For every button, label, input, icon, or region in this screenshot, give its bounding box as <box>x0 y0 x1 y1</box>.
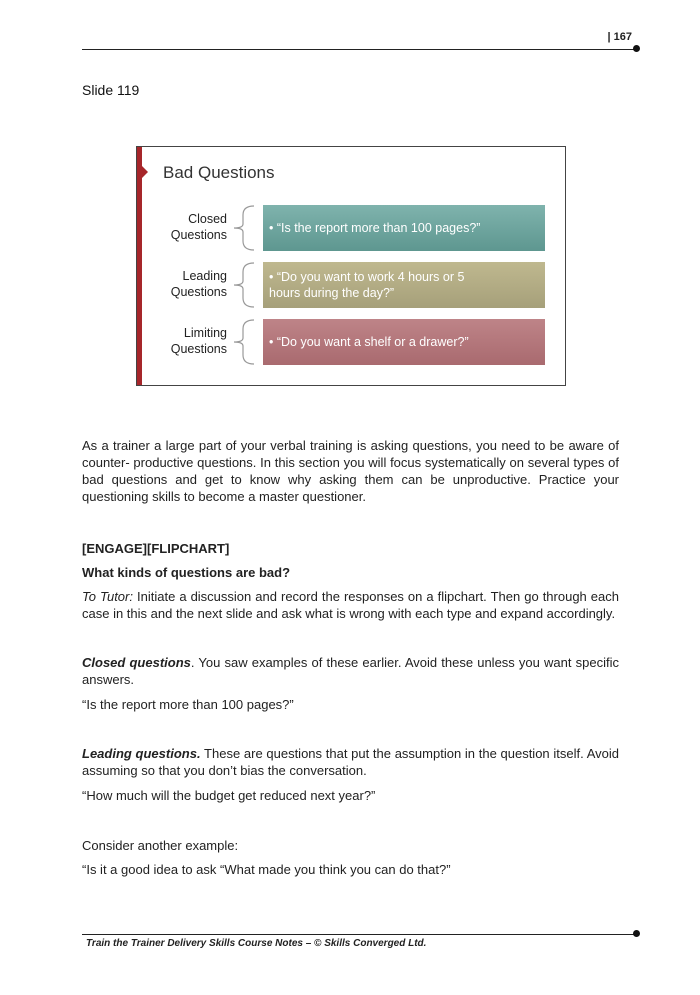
footer-text: Train the Trainer Delivery Skills Course Notes – © Skills Converged Ltd. <box>86 938 427 949</box>
closed-label: Closed questions <box>82 655 191 670</box>
tutor-label: To Tutor: <box>82 589 133 604</box>
leading-example: “How much will the budget get reduced next year?” <box>82 788 376 803</box>
footer-rule <box>82 934 636 935</box>
another-example: “Is it a good idea to ask “What made you think you can do that?” <box>82 862 451 877</box>
tutor-text: Initiate a discussion and record the responses on a flipchart. Then go through each case in this and the next slide and ask what is wrong with each type and expand accordingly. <box>82 589 619 621</box>
bullet-box-limiting: • “Do you want a shelf or a drawer?” <box>263 319 545 365</box>
bullet-box-closed: • “Is the report more than 100 pages?” <box>263 205 545 251</box>
brace-icon <box>232 262 256 308</box>
tutor-paragraph <box>82 588 619 622</box>
slide-title: Bad Questions <box>163 163 275 182</box>
slide-accent-bar <box>137 147 142 385</box>
intro-paragraph: As a trainer a large part of your verbal training is asking questions, you need to be aware of counter- productive questions. In this section you will focus systematically on several types of bad questions and get to know why asking them can be unproductive. Practice your questioning skills to become a master questioner. <box>82 438 619 504</box>
slide-image <box>136 146 566 386</box>
row-label-limiting: Limiting Questions <box>170 326 227 356</box>
row-label-closed: Closed Questions <box>170 212 227 242</box>
page-number: | 167 <box>607 31 632 43</box>
header-rule <box>82 49 636 50</box>
leading-label: Leading questions. <box>82 746 201 761</box>
brace-icon <box>232 205 256 251</box>
leading-text: These are questions that put the assumption in the question itself. Avoid assuming so that you don’t bias the conversation. <box>82 746 619 778</box>
leading-paragraph <box>82 745 619 779</box>
slide-label: Slide 119 <box>82 82 140 98</box>
brace-icon <box>232 319 256 365</box>
closed-paragraph <box>82 654 619 688</box>
engage-tag: [ENGAGE][FLIPCHART] <box>82 541 230 556</box>
slide-accent-arrow <box>142 166 148 178</box>
question-heading: What kinds of questions are bad? <box>82 565 291 580</box>
header-rule-dot <box>633 45 640 52</box>
footer-rule-dot <box>633 930 640 937</box>
closed-example: “Is the report more than 100 pages?” <box>82 697 294 712</box>
another-intro: Consider another example: <box>82 838 239 853</box>
closed-text: . You saw examples of these earlier. Avoid these unless you want specific answers. <box>82 655 619 687</box>
row-label-leading: Leading Questions <box>170 269 227 299</box>
bullet-box-leading: • “Do you want to work 4 hours or 5 hours during the day?” <box>263 262 545 308</box>
